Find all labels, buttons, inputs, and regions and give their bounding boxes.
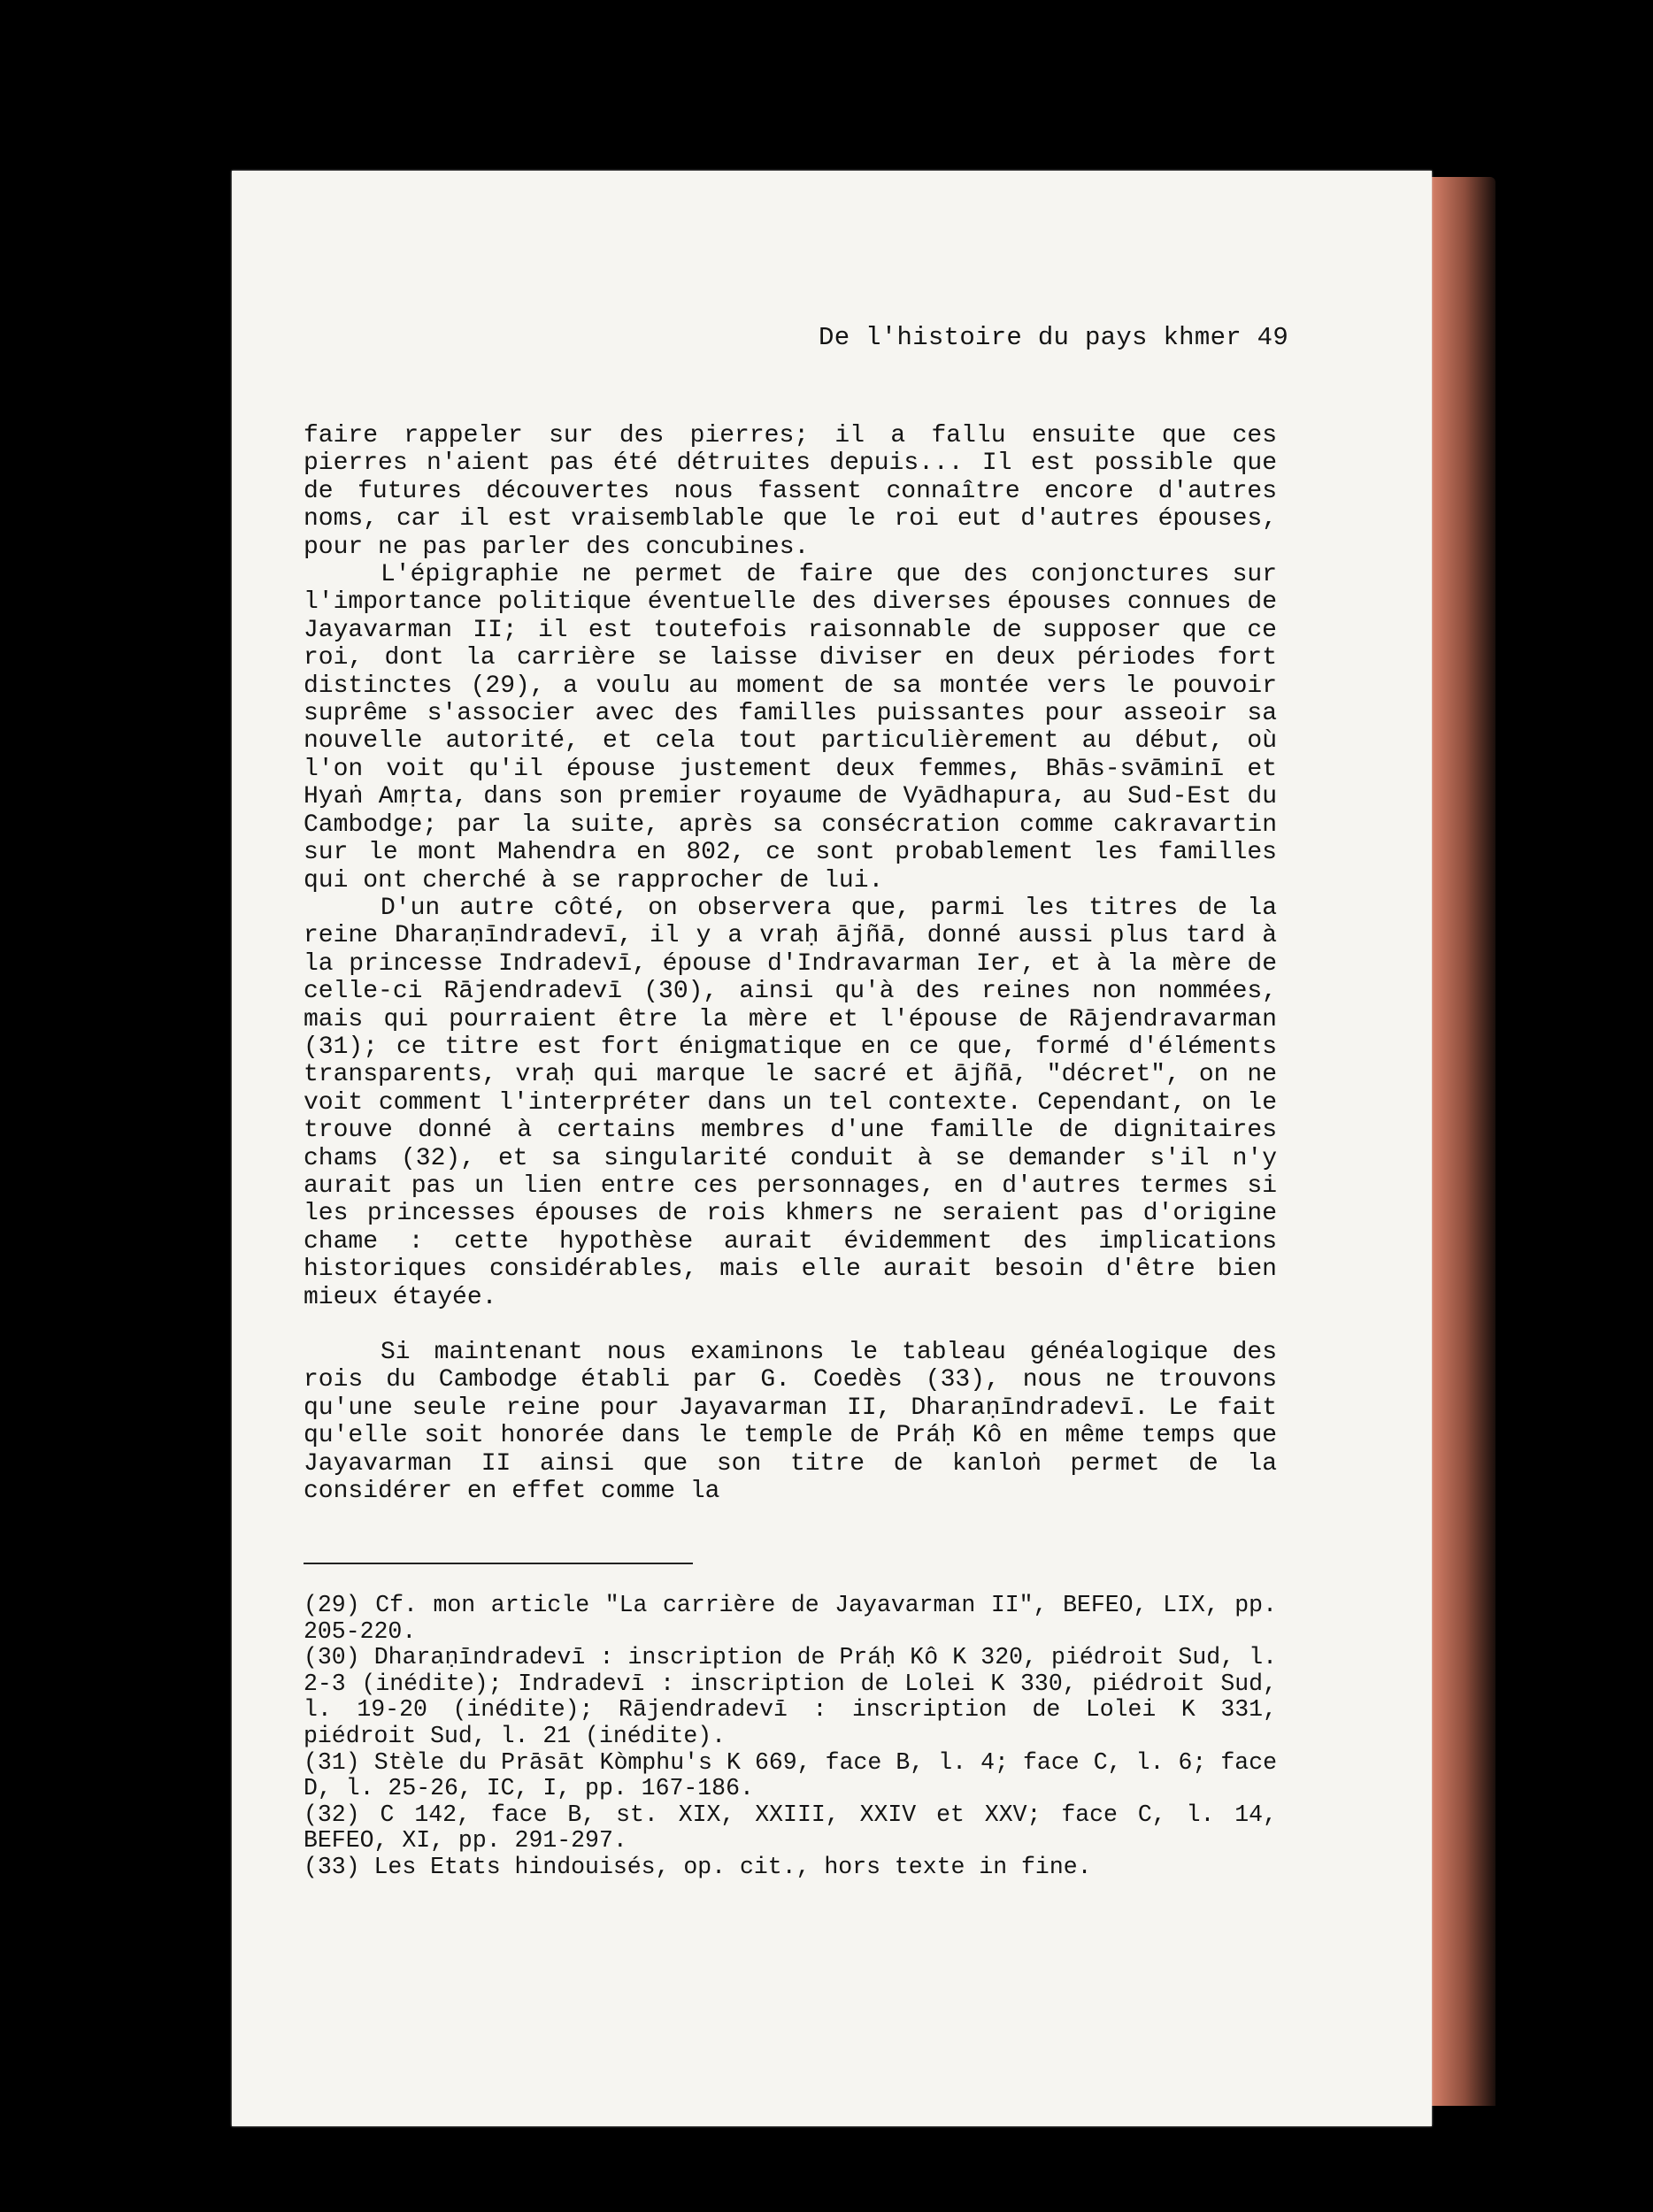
footnotes <box>304 1593 1277 1881</box>
footnote-32: (32) C 142, face B, st. XIX, XXIII, XXIV et XXV; face C, l. 14, BEFEO, XI, pp. 291-297. <box>304 1801 1277 1855</box>
paragraph-2: L'épigraphie ne permet de faire que des conjonctures sur l'importance politique éventuelle des diverses épouses connues de Jayavarman II; il est toutefois raisonnable de supposer que ce roi, dont la carrière se laisse diviser en deux périodes fort distinctes (29), a voulu au moment de sa montée vers le pouvoir suprême s'associer avec des familles puissantes pour asseoir sa nouvelle autorité, et cela tout particulièrement au début, où l'on voit qu'il épouse justement deux femmes, Bhās-svāminī et Hyaṅ Amṛta, dans son premier royaume de Vyādhapura, au Sud-Est du Cambodge; par la suite, après sa consécration comme cakravartin sur le mont Mahendra en 802, ce sont probablement les familles qui ont cherché à se rapprocher de lui. <box>304 561 1277 895</box>
footnote-31: (31) Stèle du Prāsāt Kòmphu's K 669, face B, l. 4; face C, l. 6; face D, l. 25-26, IC, I, pp. 167-186. <box>304 1748 1277 1802</box>
paragraph-3: D'un autre côté, on observera que, parmi les titres de la reine Dharaṇīndradevī, il y a vraḥ ājñā, donné aussi plus tard à la princesse Indradevī, épouse d'Indravarman Ier, et à la mère de celle-ci Rājendradevī (30), ainsi qu'à des reines non nommées, mais qui pourraient être la mère et l'épouse de Rājendravarman (31); ce titre est fort énigmatique en ce que, formé d'éléments transparents, vraḥ qui marque le sacré et ājñā, "décret", on ne voit comment l'interpréter dans un tel contexte. Cependant, on le trouve donné à certains membres d'une famille de dignitaires chams (32), et sa singularité conduit à se demander s'il n'y aurait pas un lien entre ces personnages, en d'autres termes si les princesses épouses de rois khmers ne seraient pas d'origine chame : cette hypothèse aurait évidemment des implications historiques considérables, mais elle aurait besoin d'être bien mieux étayée. <box>304 894 1277 1311</box>
footnote-30: (30) Dharaṇīndradevī : inscription de Práḥ Kô K 320, piédroit Sud, l. 2-3 (inédite); Indradevī : inscription de Lolei K 330, piédroit Sud, l. 19-20 (inédite); Rājendradevī : inscription de Lolei K 331, piédroit Sud, l. 21 (inédite). <box>304 1644 1277 1749</box>
paragraph-4: Si maintenant nous examinons le tableau généalogique des rois du Cambodge établi par G. Coedès (33), nous ne trouvons qu'une seule reine pour Jayavarman II, Dharaṇīndradevī. Le fait qu'elle soit honorée dans le temple de Práḥ Kô en même temps que Jayavarman II ainsi que son titre de kanloṅ permet de la considérer en effet comme la <box>304 1339 1277 1506</box>
running-header: De l'histoire du pays khmer 49 <box>819 323 1289 352</box>
main-text <box>304 422 1277 1505</box>
paragraph-1: faire rappeler sur des pierres; il a fallu ensuite que ces pierres n'aient pas été détruites depuis... Il est possible que de futures découvertes nous fassent connaître encore d'autres noms, car il est vraisemblable que le roi eut d'autres épouses, pour ne pas parler des concubines. <box>304 422 1277 561</box>
footnote-rule <box>304 1563 693 1564</box>
footnote-29: (29) Cf. mon article "La carrière de Jayavarman II", BEFEO, LIX, pp. 205-220. <box>304 1592 1277 1645</box>
footnote-33: (33) Les Etats hindouisés, op. cit., hors texte in fine. <box>304 1853 1092 1880</box>
